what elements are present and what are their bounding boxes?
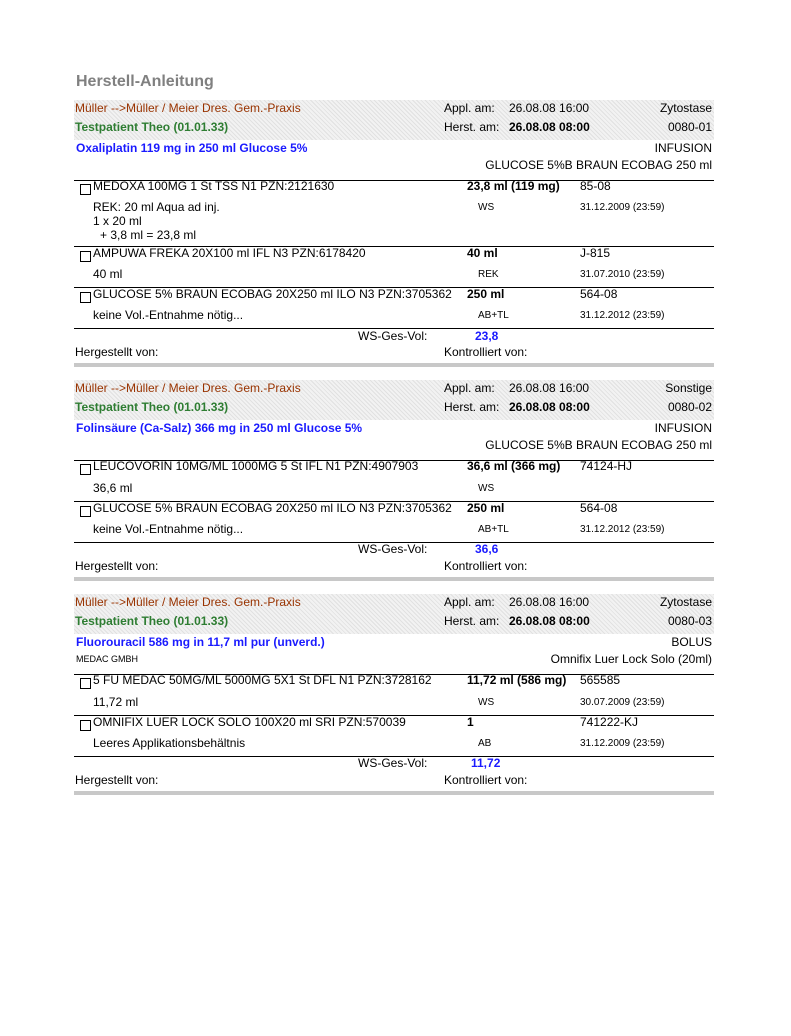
item-code: WS bbox=[478, 483, 495, 494]
herst-label: Herst. am: bbox=[444, 120, 500, 134]
item-note: keine Vol.-Entnahme nötig... bbox=[93, 308, 244, 322]
hergestellt-label: Hergestellt von: bbox=[75, 773, 159, 787]
item-note: 40 ml bbox=[93, 267, 123, 281]
item-note: 1 x 20 ml bbox=[93, 214, 142, 228]
item-expiry: 31.07.2010 (23:59) bbox=[580, 269, 665, 280]
ws-ges-vol-value: 36,6 bbox=[475, 542, 499, 556]
item-checkbox[interactable] bbox=[80, 292, 91, 303]
preparation-block-3 bbox=[74, 594, 714, 799]
doctor: Müller -->Müller / Meier Dres. Gem.-Praxis bbox=[75, 381, 301, 395]
carrier: Omnifix Luer Lock Solo (20ml) bbox=[550, 652, 712, 666]
patient: Testpatient Theo (01.01.33) bbox=[75, 400, 229, 414]
item-note: 11,72 ml bbox=[93, 695, 139, 709]
item-code: REK bbox=[478, 269, 499, 280]
category: Zytostase bbox=[659, 101, 712, 115]
ws-ges-vol-label: WS-Ges-Vol: bbox=[358, 329, 428, 343]
category: Zytostase bbox=[659, 595, 712, 609]
item-code: AB+TL bbox=[478, 524, 509, 535]
item-charge: 85-08 bbox=[580, 179, 611, 193]
appl-date: 26.08.08 16:00 bbox=[509, 381, 590, 395]
item-note: 36,6 ml bbox=[93, 481, 133, 495]
appl-date: 26.08.08 16:00 bbox=[509, 101, 590, 115]
doctor: Müller -->Müller / Meier Dres. Gem.-Praxis bbox=[75, 101, 301, 115]
item-name: GLUCOSE 5% BRAUN ECOBAG 20X250 ml ILO N3 PZN:3705362 bbox=[93, 287, 452, 301]
appl-label: Appl. am: bbox=[444, 381, 495, 395]
block-end-bar bbox=[74, 791, 714, 795]
item-checkbox[interactable] bbox=[80, 251, 91, 262]
item-note: + 3,8 ml = 23,8 ml bbox=[100, 228, 197, 242]
kontrolliert-label: Kontrolliert von: bbox=[444, 773, 528, 787]
item-note: REK: 20 ml Aqua ad inj. bbox=[93, 200, 220, 214]
item-note: keine Vol.-Entnahme nötig... bbox=[93, 522, 244, 536]
item-name: MEDOXA 100MG 1 St TSS N1 PZN:2121630 bbox=[93, 179, 335, 193]
block-end-bar bbox=[74, 577, 714, 581]
item-name: GLUCOSE 5% BRAUN ECOBAG 20X250 ml ILO N3 PZN:3705362 bbox=[93, 501, 452, 515]
order-number: 0080-03 bbox=[667, 614, 712, 628]
herst-label: Herst. am: bbox=[444, 400, 500, 414]
item-name: 5 FU MEDAC 50MG/ML 5000MG 5X1 St DFL N1 PZN:3728162 bbox=[93, 673, 432, 687]
patient: Testpatient Theo (01.01.33) bbox=[75, 614, 229, 628]
herst-date: 26.08.08 08:00 bbox=[509, 400, 590, 414]
appl-date: 26.08.08 16:00 bbox=[509, 595, 590, 609]
ws-ges-vol-label: WS-Ges-Vol: bbox=[358, 542, 428, 556]
item-code: WS bbox=[478, 697, 495, 708]
hergestellt-label: Hergestellt von: bbox=[75, 345, 159, 359]
item-code: AB+TL bbox=[478, 310, 509, 321]
preparation-block-1 bbox=[74, 100, 714, 370]
item-code: AB bbox=[478, 738, 492, 749]
route: INFUSION bbox=[654, 141, 712, 155]
item-amount: 23,8 ml (119 mg) bbox=[467, 179, 560, 193]
item-expiry: 31.12.2012 (23:59) bbox=[580, 524, 665, 535]
kontrolliert-label: Kontrolliert von: bbox=[444, 345, 528, 359]
category: Sonstige bbox=[665, 381, 712, 395]
item-charge: 74124-HJ bbox=[580, 459, 633, 473]
order-number: 0080-02 bbox=[667, 400, 712, 414]
drug-line: Folinsäure (Ca-Salz) 366 mg in 250 ml Glucose 5% bbox=[76, 421, 363, 435]
item-charge: 564-08 bbox=[580, 287, 618, 301]
drug-line: Oxaliplatin 119 mg in 250 ml Glucose 5% bbox=[76, 141, 308, 155]
patient: Testpatient Theo (01.01.33) bbox=[75, 120, 229, 134]
item-charge: 741222-KJ bbox=[580, 715, 639, 729]
preparation-block-2 bbox=[74, 380, 714, 585]
drug-line: Fluorouracil 586 mg in 11,7 ml pur (unverd.) bbox=[76, 635, 325, 649]
item-checkbox[interactable] bbox=[80, 464, 91, 475]
doctor: Müller -->Müller / Meier Dres. Gem.-Praxis bbox=[75, 595, 301, 609]
item-checkbox[interactable] bbox=[80, 720, 91, 731]
item-amount: 250 ml bbox=[467, 287, 505, 301]
item-expiry: 31.12.2012 (23:59) bbox=[580, 310, 665, 321]
route: BOLUS bbox=[671, 635, 712, 649]
appl-label: Appl. am: bbox=[444, 101, 495, 115]
kontrolliert-label: Kontrolliert von: bbox=[444, 559, 528, 573]
item-expiry: 30.07.2009 (23:59) bbox=[580, 697, 665, 708]
item-name: LEUCOVORIN 10MG/ML 1000MG 5 St IFL N1 PZN:4907903 bbox=[93, 459, 419, 473]
item-amount: 36,6 ml (366 mg) bbox=[467, 459, 561, 473]
item-amount: 40 ml bbox=[467, 246, 498, 260]
page-title: Herstell-Anleitung bbox=[76, 73, 214, 90]
herst-label: Herst. am: bbox=[444, 614, 500, 628]
item-code: WS bbox=[478, 202, 495, 213]
hergestellt-label: Hergestellt von: bbox=[75, 559, 159, 573]
herst-date: 26.08.08 08:00 bbox=[509, 120, 590, 134]
manufacturer: MEDAC GMBH bbox=[76, 654, 139, 664]
ws-ges-vol-value: 11,72 bbox=[471, 756, 501, 770]
carrier: GLUCOSE 5%B BRAUN ECOBAG 250 ml bbox=[485, 158, 712, 172]
item-amount: 250 ml bbox=[467, 501, 505, 515]
item-charge: 565585 bbox=[580, 673, 621, 687]
item-charge: 564-08 bbox=[580, 501, 618, 515]
item-charge: J-815 bbox=[580, 246, 611, 260]
item-amount: 11,72 ml (586 mg) bbox=[467, 673, 567, 687]
item-amount: 1 bbox=[467, 715, 474, 729]
item-name: AMPUWA FREKA 20X100 ml IFL N3 PZN:6178420 bbox=[93, 246, 366, 260]
item-checkbox[interactable] bbox=[80, 184, 91, 195]
ws-ges-vol-value: 23,8 bbox=[475, 329, 499, 343]
item-expiry: 31.12.2009 (23:59) bbox=[580, 738, 665, 749]
order-number: 0080-01 bbox=[667, 120, 712, 134]
item-checkbox[interactable] bbox=[80, 506, 91, 517]
item-expiry: 31.12.2009 (23:59) bbox=[580, 202, 665, 213]
route: INFUSION bbox=[654, 421, 712, 435]
herst-date: 26.08.08 08:00 bbox=[509, 614, 590, 628]
item-name: OMNIFIX LUER LOCK SOLO 100X20 ml SRI PZN:570039 bbox=[93, 715, 406, 729]
carrier: GLUCOSE 5%B BRAUN ECOBAG 250 ml bbox=[485, 438, 712, 452]
item-note: Leeres Applikationsbehältnis bbox=[93, 736, 246, 750]
item-checkbox[interactable] bbox=[80, 678, 91, 689]
appl-label: Appl. am: bbox=[444, 595, 495, 609]
ws-ges-vol-label: WS-Ges-Vol: bbox=[358, 756, 428, 770]
block-end-bar bbox=[74, 363, 714, 367]
